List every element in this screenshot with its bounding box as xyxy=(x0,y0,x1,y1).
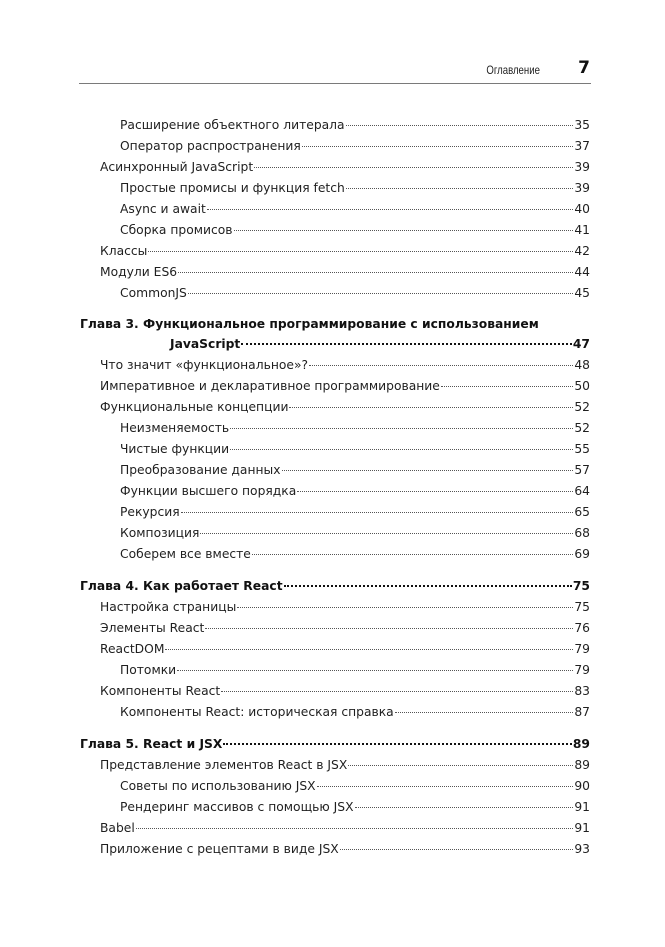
toc-block-continued xyxy=(80,115,590,304)
toc-entry[interactable] xyxy=(80,618,590,639)
toc-entry-title: Композиция xyxy=(120,526,200,540)
toc-entry-title: Неизменяемость xyxy=(120,421,230,435)
toc-entry-page: 68 xyxy=(574,526,590,540)
toc-chapter-4 xyxy=(80,576,590,723)
leader-dots xyxy=(165,645,573,650)
leader-dots xyxy=(241,339,572,345)
toc-entry-page: 93 xyxy=(574,842,590,856)
toc-entry[interactable] xyxy=(80,397,590,418)
toc-entry-title: Async и await xyxy=(120,202,206,216)
toc-entry-page: 83 xyxy=(574,684,590,698)
leader-dots xyxy=(200,529,573,534)
chapter-page: 75 xyxy=(572,579,590,593)
toc-entry-page: 55 xyxy=(574,442,590,456)
toc-entry[interactable] xyxy=(80,241,590,262)
toc-entry[interactable] xyxy=(80,178,590,199)
leader-dots xyxy=(284,581,572,587)
leader-dots xyxy=(309,361,573,366)
toc-entry-page: 39 xyxy=(574,181,590,195)
leader-dots xyxy=(178,268,573,273)
chapter-page: 89 xyxy=(572,737,590,751)
chapter-heading[interactable] xyxy=(80,734,590,755)
toc-entry[interactable] xyxy=(80,681,590,702)
toc-entry-title: Функциональные концепции xyxy=(100,400,289,414)
toc-chapter-5 xyxy=(80,734,590,860)
leader-dots xyxy=(230,424,573,429)
toc-entry-page: 76 xyxy=(574,621,590,635)
toc-entry-title: Чистые функции xyxy=(120,442,230,456)
toc-entry-page: 79 xyxy=(574,642,590,656)
toc-entry[interactable] xyxy=(80,755,590,776)
running-header-title: Оглавление xyxy=(486,63,540,77)
toc-entry-title: Простые промисы и функция fetch xyxy=(120,181,345,195)
toc-entry-title: Оператор распространения xyxy=(120,139,301,153)
toc-entry-title: CommonJS xyxy=(120,286,187,300)
toc-entry[interactable] xyxy=(80,460,590,481)
toc-entry[interactable] xyxy=(80,439,590,460)
toc-entry-title: Рекурсия xyxy=(120,505,180,519)
toc-entry[interactable] xyxy=(80,544,590,565)
toc-entry[interactable] xyxy=(80,157,590,178)
toc-entry-title: Компоненты React xyxy=(100,684,221,698)
toc-entry-page: 41 xyxy=(574,223,590,237)
running-header xyxy=(80,60,590,82)
toc-entry[interactable] xyxy=(80,523,590,544)
toc-entry[interactable] xyxy=(80,136,590,157)
toc-entry-title: Потомки xyxy=(120,663,177,677)
leader-dots xyxy=(237,603,573,608)
leader-dots xyxy=(148,247,573,252)
toc-entry-title: Соберем все вместе xyxy=(120,547,251,561)
leader-dots xyxy=(317,782,574,787)
leader-dots xyxy=(254,163,573,168)
toc-entry-page: 89 xyxy=(574,758,590,772)
toc-entry[interactable] xyxy=(80,660,590,681)
toc-entry-title: Преобразование данных xyxy=(120,463,281,477)
leader-dots xyxy=(441,382,573,387)
toc-entry[interactable] xyxy=(80,702,590,723)
leader-dots xyxy=(207,205,574,210)
toc-entry-page: 35 xyxy=(574,118,590,132)
toc-entry-title: Сборка промисов xyxy=(120,223,233,237)
leader-dots xyxy=(234,226,574,231)
toc-entry[interactable] xyxy=(80,639,590,660)
toc-entry[interactable] xyxy=(80,797,590,818)
toc-entry-title: Элементы React xyxy=(100,621,205,635)
toc-entry-page: 48 xyxy=(574,358,590,372)
toc-entry-page: 39 xyxy=(574,160,590,174)
toc-entry-page: 52 xyxy=(574,400,590,414)
toc-entry-page: 69 xyxy=(574,547,590,561)
leader-dots xyxy=(205,624,573,629)
leader-dots xyxy=(346,121,574,126)
leader-dots xyxy=(340,845,574,850)
toc-entry-page: 44 xyxy=(574,265,590,279)
toc-entry-title: ReactDOM xyxy=(100,642,165,656)
toc-entry-title: Императивное и декларативное программирование xyxy=(100,379,440,393)
toc-entry-title: Функции высшего порядка xyxy=(120,484,297,498)
toc-entry-page: 42 xyxy=(574,244,590,258)
toc-entry-title: Рендеринг массивов с помощью JSX xyxy=(120,800,354,814)
toc-entry-page: 75 xyxy=(574,600,590,614)
page-number: 7 xyxy=(578,58,590,78)
toc-entry[interactable] xyxy=(80,839,590,860)
leader-dots xyxy=(188,289,574,294)
leader-dots xyxy=(346,184,574,189)
header-divider xyxy=(79,83,591,84)
leader-dots xyxy=(348,761,573,766)
toc-entry-title: Что значит «функциональное»? xyxy=(100,358,308,372)
leader-dots xyxy=(395,708,574,713)
toc-entry-page: 91 xyxy=(574,800,590,814)
toc-entry[interactable] xyxy=(80,818,590,839)
toc-entry-page: 87 xyxy=(574,705,590,719)
chapter-title-line1: Глава 3. Функциональное программирование с использованием xyxy=(80,317,539,331)
chapter-title-line2: JavaScript xyxy=(170,337,241,351)
toc-entry-title: Настройка страницы xyxy=(100,600,237,614)
toc-entry-page: 64 xyxy=(574,484,590,498)
toc-entry[interactable] xyxy=(80,283,590,304)
toc-entry-title: Расширение объектного литерала xyxy=(120,118,345,132)
toc-entry-page: 57 xyxy=(574,463,590,477)
leader-dots xyxy=(252,550,573,555)
toc-entry[interactable] xyxy=(80,776,590,797)
toc-chapter-3 xyxy=(80,315,590,565)
leader-dots xyxy=(177,666,573,671)
leader-dots xyxy=(282,466,574,471)
leader-dots xyxy=(230,445,573,450)
toc-entry-title: Компоненты React: историческая справка xyxy=(120,705,394,719)
toc-entry-page: 91 xyxy=(574,821,590,835)
chapter-heading[interactable] xyxy=(80,576,590,597)
toc-entry[interactable] xyxy=(80,199,590,220)
leader-dots xyxy=(221,687,573,692)
chapter-heading[interactable] xyxy=(80,315,590,355)
toc-entry-title: Асинхронный JavaScript xyxy=(100,160,254,174)
toc-entry-title: Советы по использованию JSX xyxy=(120,779,316,793)
toc-entry-title: Представление элементов React в JSX xyxy=(100,758,348,772)
toc-entry-page: 40 xyxy=(574,202,590,216)
toc-entry[interactable] xyxy=(80,376,590,397)
toc-entry[interactable] xyxy=(80,597,590,618)
leader-dots xyxy=(223,739,572,745)
leader-dots xyxy=(302,142,574,147)
toc-entry[interactable] xyxy=(80,355,590,376)
leader-dots xyxy=(136,824,574,829)
leader-dots xyxy=(355,803,574,808)
toc-entry[interactable] xyxy=(80,418,590,439)
toc-entry-page: 52 xyxy=(574,421,590,435)
toc-entry[interactable] xyxy=(80,220,590,241)
toc-entry-title: Классы xyxy=(100,244,148,258)
chapter-page: 47 xyxy=(572,337,590,351)
chapter-title: Глава 5. React и JSX xyxy=(80,737,223,751)
toc-entry-page: 65 xyxy=(574,505,590,519)
toc-entry[interactable] xyxy=(80,481,590,502)
leader-dots xyxy=(181,508,574,513)
toc-entry-page: 37 xyxy=(574,139,590,153)
table-of-contents xyxy=(80,115,590,860)
toc-entry-page: 50 xyxy=(574,379,590,393)
chapter-title: Глава 4. Как работает React xyxy=(80,579,283,593)
toc-entry[interactable] xyxy=(80,262,590,283)
toc-entry-page: 79 xyxy=(574,663,590,677)
toc-entry-title: Приложение с рецептами в виде JSX xyxy=(100,842,339,856)
leader-dots xyxy=(297,487,573,492)
toc-entry-page: 90 xyxy=(574,779,590,793)
toc-entry-title: Модули ES6 xyxy=(100,265,178,279)
toc-entry[interactable] xyxy=(80,502,590,523)
toc-entry-title: Babel xyxy=(100,821,135,835)
toc-entry[interactable] xyxy=(80,115,590,136)
leader-dots xyxy=(289,403,573,408)
toc-entry-page: 45 xyxy=(574,286,590,300)
